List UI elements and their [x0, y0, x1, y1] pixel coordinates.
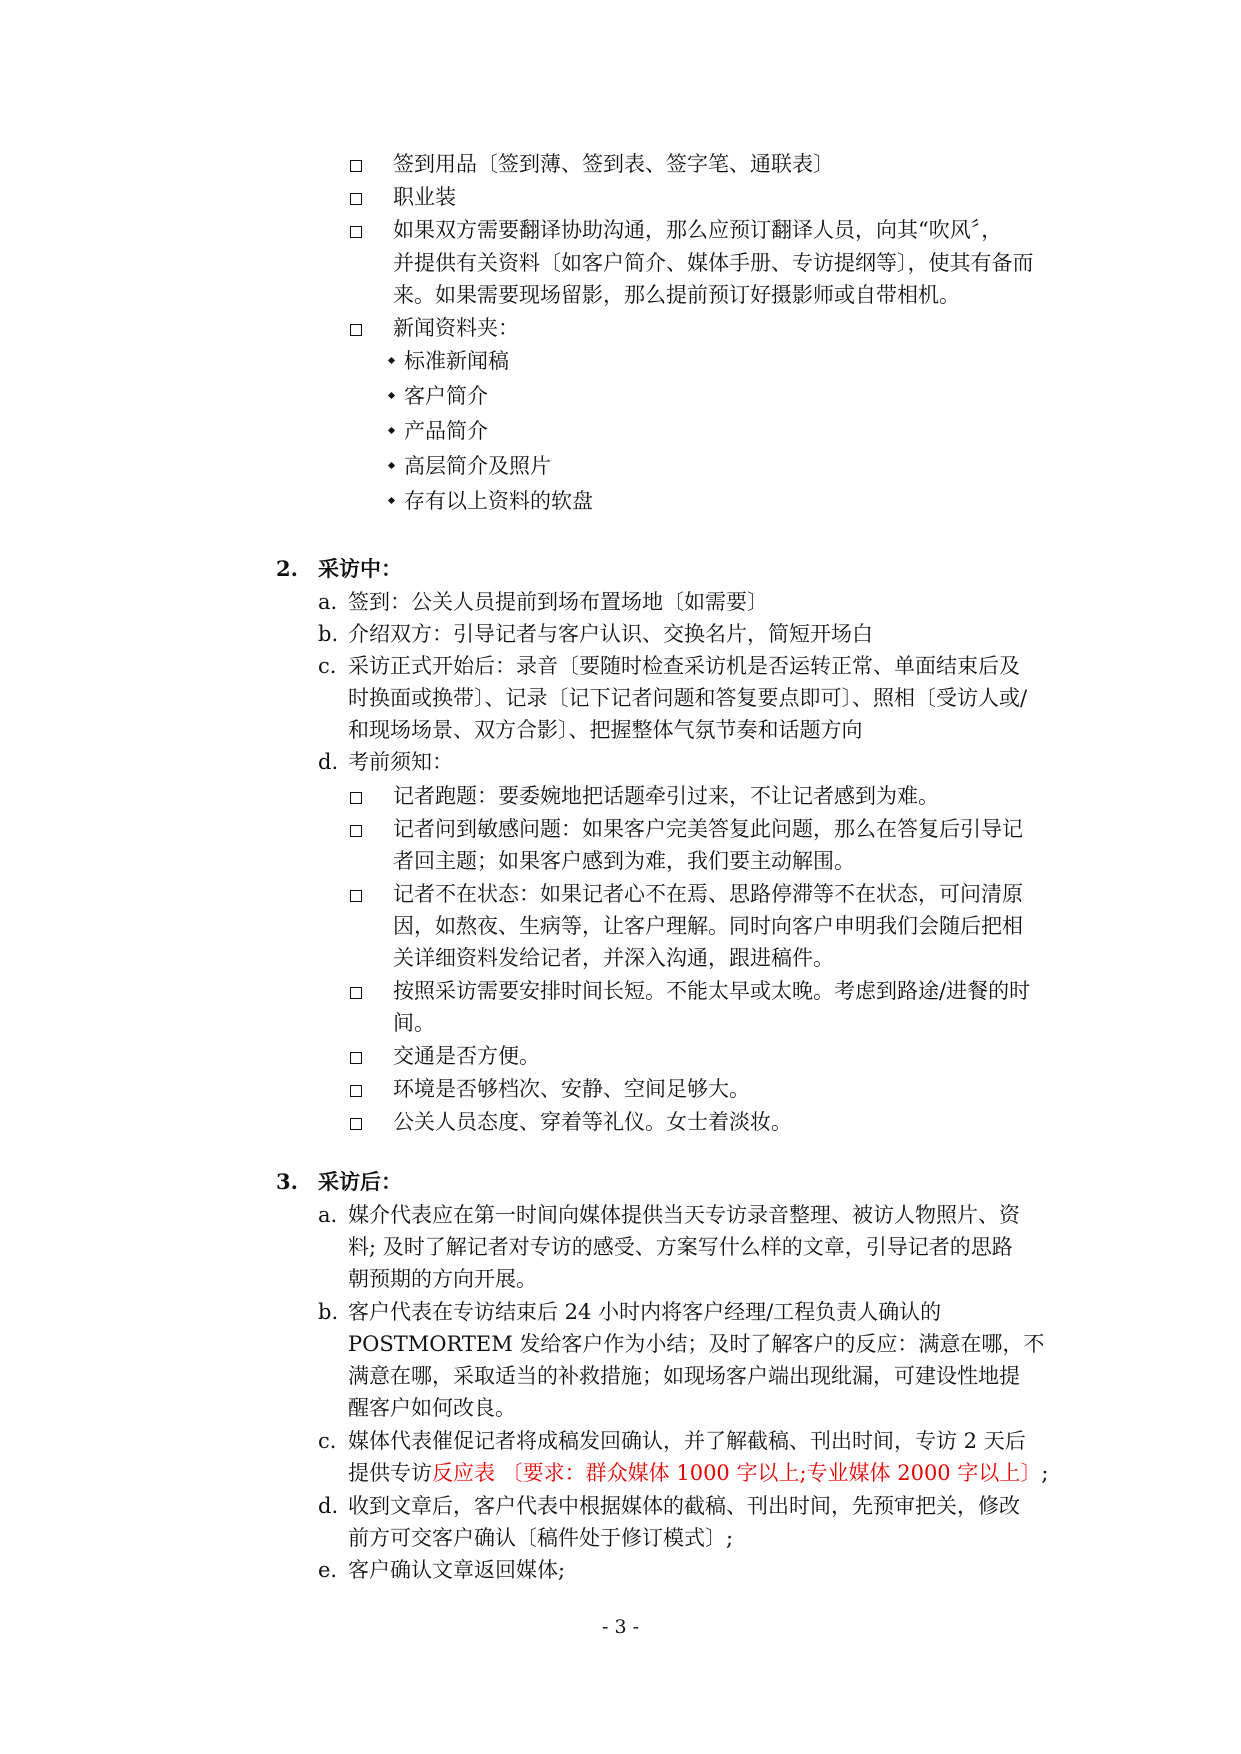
note-item-continued: 者回主题；如果客户感到为难，我们要主动解围。	[393, 849, 855, 873]
list-item: 采访正式开始后：录音〔要随时检查采访机是否运转正常、单面结束后及	[348, 654, 1020, 678]
press-kit-item: 标准新闻稿	[404, 349, 509, 373]
press-kit-item: 产品简介	[404, 419, 488, 443]
checkbox-icon	[350, 226, 362, 238]
list-item: 客户确认文章返回媒体;	[348, 1558, 566, 1582]
checklist-item: 新闻资料夹：	[393, 316, 519, 340]
list-item-continued: 时换面或换带〕、记录〔记下记者问题和答复要点即可〕、照相〔受访人或/	[348, 686, 1028, 710]
list-item: 媒介代表应在第一时间向媒体提供当天专访录音整理、被访人物照片、资	[348, 1203, 1020, 1227]
checkbox-icon	[350, 324, 362, 336]
page-number: - 3 -	[601, 1616, 639, 1638]
checkbox-icon	[350, 1085, 362, 1097]
highlighted-requirement: 反应表 〔要求：群众媒体 1000 字以上;专业媒体 2000 字以上〕	[432, 1461, 1042, 1485]
checklist-item: 职业装	[393, 185, 456, 209]
checklist-item: 如果双方需要翻译协助沟通，那么应预订翻译人员，向其“吹风〞，	[393, 218, 1003, 242]
list-marker: d.	[318, 1494, 339, 1518]
list-marker: c.	[318, 1429, 337, 1453]
list-item: 介绍双方：引导记者与客户认识、交换名片，简短开场白	[348, 622, 873, 646]
list-item-continued: 料; 及时了解记者对专访的感受、方案写什么样的文章，引导记者的思路	[348, 1235, 1013, 1259]
press-kit-item: 高层简介及照片	[404, 454, 551, 478]
list-marker: b.	[318, 622, 339, 646]
section-number: 2.	[276, 556, 298, 581]
section-title: 采访中：	[318, 556, 402, 581]
diamond-bullet-icon	[388, 497, 395, 504]
list-item-continued: 醒客户如何改良。	[348, 1396, 516, 1420]
list-marker: d.	[318, 750, 339, 774]
checkbox-icon	[350, 193, 362, 205]
list-marker: a.	[318, 1203, 338, 1227]
list-item: 签到：公关人员提前到场布置场地〔如需要〕	[348, 590, 768, 614]
checklist-item-continued: 并提供有关资料〔如客户简介、媒体手册、专访提纲等〕，使其有备而	[393, 251, 1034, 275]
note-item: 记者跑题：要委婉地把话题牵引过来，不让记者感到为难。	[393, 784, 939, 808]
note-item: 记者问到敏感问题：如果客户完美答复此问题，那么在答复后引导记	[393, 817, 1023, 841]
note-item: 按照采访需要安排时间长短。不能太早或太晚。考虑到路途/进餐的时	[393, 979, 1031, 1003]
note-item: 交通是否方便。	[393, 1044, 540, 1068]
list-item-text: 提供专访	[348, 1461, 432, 1485]
list-item: 收到文章后，客户代表中根据媒体的截稿、刊出时间，先预审把关，修改	[348, 1494, 1020, 1518]
diamond-bullet-icon	[388, 462, 395, 469]
list-item-continued: POSTMORTEM 发给客户作为小结；及时了解客户的反应：满意在哪，不	[348, 1332, 1045, 1356]
section-number: 3.	[276, 1169, 298, 1194]
list-item-continued: 满意在哪，采取适当的补救措施；如现场客户端出现纰漏，可建设性地提	[348, 1364, 1020, 1388]
checkbox-icon	[350, 1052, 362, 1064]
checkbox-icon	[350, 160, 362, 172]
checkbox-icon	[350, 792, 362, 804]
list-item-text: ;	[1041, 1461, 1049, 1485]
checklist-item: 签到用品〔签到薄、签到表、签字笔、通联表〕	[393, 152, 834, 176]
list-item-continued	[348, 1457, 1048, 1489]
list-item: 考前须知：	[348, 750, 453, 774]
list-marker: a.	[318, 590, 338, 614]
list-item-continued: 朝预期的方向开展。	[348, 1267, 537, 1291]
checkbox-icon	[350, 1118, 362, 1130]
note-item-continued: 因，如熬夜、生病等，让客户理解。同时向客户申明我们会随后把相	[393, 914, 1023, 938]
checklist-item-continued: 来。如果需要现场留影，那么提前预订好摄影师或自带相机。	[393, 283, 960, 307]
checkbox-icon	[350, 987, 362, 999]
list-marker: c.	[318, 654, 337, 678]
note-item-continued: 关详细资料发给记者，并深入沟通，跟进稿件。	[393, 946, 834, 970]
list-item: 客户代表在专访结束后 24 小时内将客户经理/工程负责人确认的	[348, 1300, 942, 1324]
section-title: 采访后：	[318, 1169, 402, 1194]
list-item: 媒体代表催促记者将成稿发回确认，并了解截稿、刊出时间，专访 2 天后	[348, 1429, 1026, 1453]
note-item-continued: 间。	[393, 1011, 435, 1035]
checkbox-icon	[350, 825, 362, 837]
diamond-bullet-icon	[388, 392, 395, 399]
diamond-bullet-icon	[388, 357, 395, 364]
note-item: 公关人员态度、穿着等礼仪。女士着淡妆。	[393, 1110, 792, 1134]
list-item-continued: 前方可交客户确认〔稿件处于修订模式〕;	[348, 1526, 734, 1550]
press-kit-item: 客户简介	[404, 384, 488, 408]
checkbox-icon	[350, 890, 362, 902]
note-item: 环境是否够档次、安静、空间足够大。	[393, 1077, 750, 1101]
list-marker: b.	[318, 1300, 339, 1324]
list-marker: e.	[318, 1558, 338, 1582]
press-kit-item: 存有以上资料的软盘	[404, 489, 593, 513]
diamond-bullet-icon	[388, 427, 395, 434]
note-item: 记者不在状态：如果记者心不在焉、思路停滞等不在状态，可问清原	[393, 882, 1023, 906]
list-item-continued: 和现场场景、双方合影〕、把握整体气氛节奏和话题方向	[348, 718, 863, 742]
